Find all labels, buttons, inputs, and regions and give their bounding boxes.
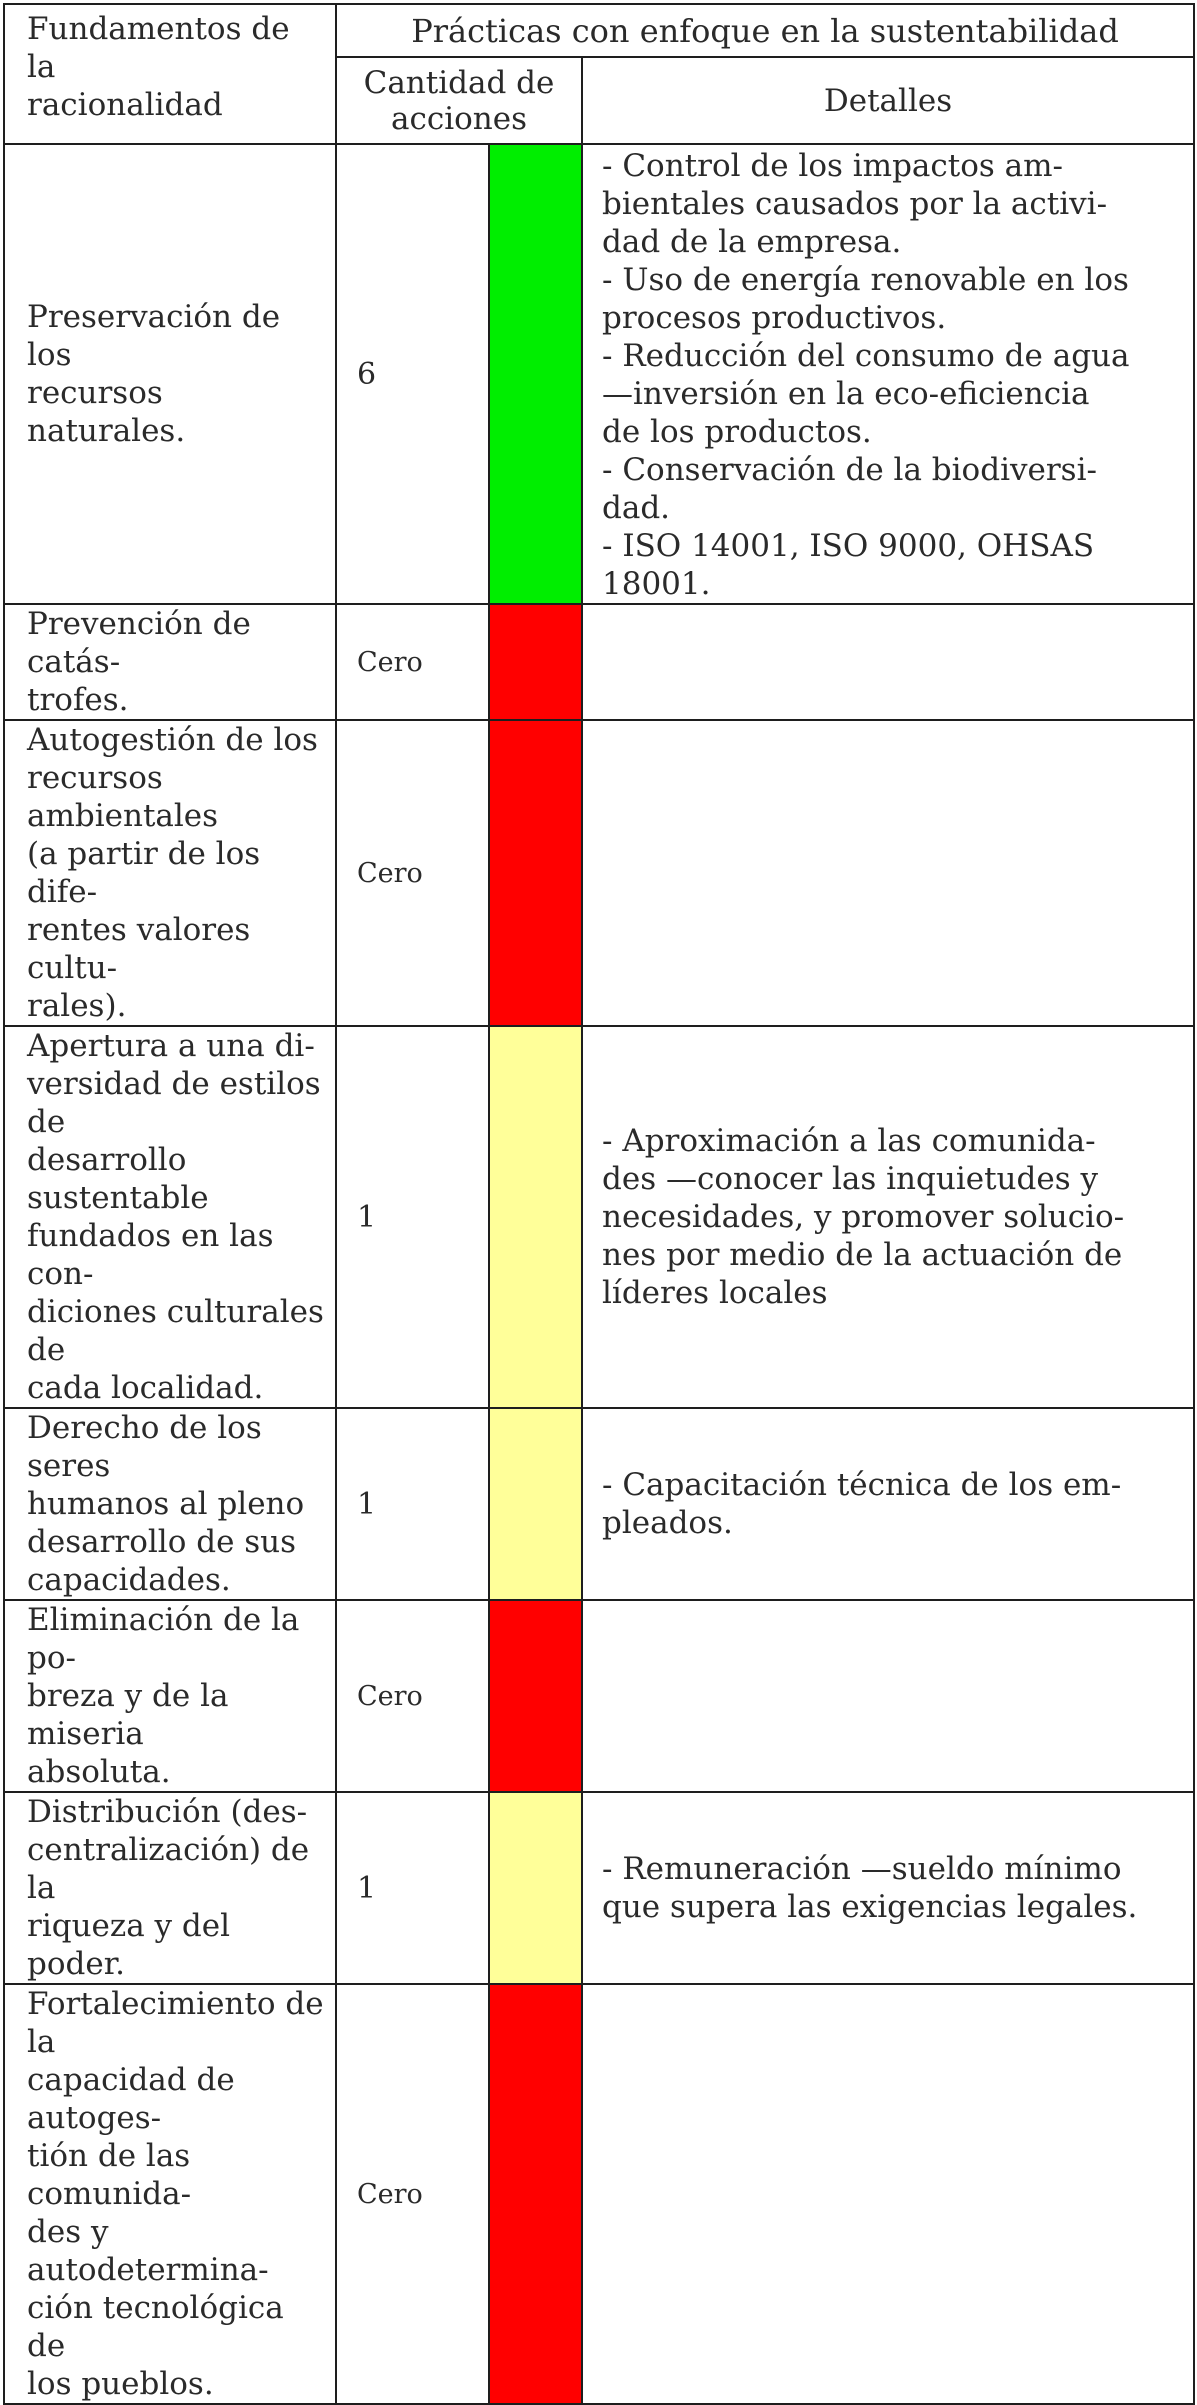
- detalle-line: - Conservación de la biodiversi-: [602, 452, 1097, 488]
- header-fundamentos-line: Fundamentos de la: [27, 11, 290, 85]
- detalle-line: nes por medio de la actuación de: [602, 1237, 1123, 1273]
- status-color-cell: [489, 144, 582, 604]
- cantidad-cell: 1: [336, 1792, 489, 1984]
- sustainability-table: [3, 3, 1195, 2405]
- fundamento-cell: [4, 144, 336, 604]
- fundamento-cell: [4, 1600, 336, 1792]
- fundamento-line: Fortalecimiento de la: [27, 1986, 324, 2060]
- status-color-cell: [489, 1026, 582, 1408]
- status-color-cell: [489, 604, 582, 720]
- table-row: [4, 604, 1194, 720]
- table-row: [4, 144, 1194, 604]
- fundamento-line: Derecho de los seres: [27, 1410, 262, 1484]
- table-row: [4, 1026, 1194, 1408]
- detalle-line: de los productos.: [602, 414, 872, 450]
- header-fundamentos: [4, 4, 336, 144]
- fundamento-cell: [4, 720, 336, 1026]
- fundamento-line: humanos al pleno: [27, 1486, 305, 1522]
- cantidad-cell: Cero: [336, 720, 489, 1026]
- fundamento-line: tión de las comunida-: [27, 2138, 192, 2212]
- cantidad-cell: Cero: [336, 604, 489, 720]
- detalle-line: - Capacitación técnica de los em-: [602, 1467, 1122, 1503]
- detalle-line: 18001.: [602, 566, 711, 602]
- detalle-line: procesos productivos.: [602, 300, 947, 336]
- detalle-line: - ISO 14001, ISO 9000, OHSAS: [602, 528, 1095, 564]
- fundamento-line: versidad de estilos de: [27, 1066, 321, 1140]
- table-row: [4, 1408, 1194, 1600]
- header-practicas: Prácticas con enfoque en la sustentabilidad: [336, 4, 1194, 57]
- fundamento-line: absoluta.: [27, 1754, 171, 1790]
- header-cantidad-line: acciones: [390, 100, 527, 137]
- detalles-cell: [582, 1792, 1194, 1984]
- cantidad-cell: 1: [336, 1408, 489, 1600]
- fundamento-line: rales).: [27, 988, 127, 1024]
- fundamento-line: Prevención de catás-: [27, 606, 251, 680]
- header-detalles: Detalles: [582, 57, 1194, 144]
- header-cantidad-line: Cantidad de: [363, 64, 555, 101]
- fundamento-line: desarrollo de sus: [27, 1524, 297, 1560]
- detalle-line: pleados.: [602, 1505, 733, 1541]
- detalle-line: dad de la empresa.: [602, 224, 902, 260]
- detalle-line: —inversión en la eco-eficiencia: [602, 376, 1090, 412]
- cantidad-cell: Cero: [336, 1600, 489, 1792]
- table-body: [4, 144, 1194, 2404]
- fundamento-cell: [4, 1026, 336, 1408]
- fundamento-line: riqueza y del poder.: [27, 1908, 231, 1982]
- header-cantidad: [336, 57, 582, 144]
- header-fundamentos-line: racionalidad: [27, 87, 223, 123]
- detalle-line: que supera las exigencias legales.: [602, 1889, 1138, 1925]
- detalle-line: - Control de los impactos am-: [602, 148, 1064, 184]
- fundamento-line: fundados en las con-: [27, 1218, 274, 1292]
- detalles-cell: [582, 1984, 1194, 2404]
- fundamento-line: Eliminación de la po-: [27, 1602, 300, 1676]
- detalle-line: líderes locales: [602, 1275, 828, 1311]
- cantidad-cell: 6: [336, 144, 489, 604]
- detalles-cell: [582, 1408, 1194, 1600]
- detalle-line: - Aproximación a las comunida-: [602, 1123, 1096, 1159]
- fundamento-line: diciones culturales de: [27, 1294, 324, 1368]
- table-row: [4, 1600, 1194, 1792]
- detalles-cell: [582, 604, 1194, 720]
- fundamento-line: rentes valores cultu-: [27, 912, 251, 986]
- detalle-line: bientales causados por la activi-: [602, 186, 1108, 222]
- detalle-line: - Uso de energía renovable en los: [602, 262, 1129, 298]
- fundamento-cell: [4, 1984, 336, 2404]
- fundamento-line: Distribución (des-: [27, 1794, 308, 1830]
- detalles-cell: [582, 1600, 1194, 1792]
- fundamento-cell: [4, 1792, 336, 1984]
- status-color-cell: [489, 1408, 582, 1600]
- fundamento-line: recursos ambientales: [27, 760, 219, 834]
- status-color-cell: [489, 1792, 582, 1984]
- detalle-line: necesidades, y promover solucio-: [602, 1199, 1125, 1235]
- fundamento-line: des y autodetermina-: [27, 2214, 269, 2288]
- fundamento-line: Autogestión de los: [27, 722, 318, 758]
- cantidad-cell: 1: [336, 1026, 489, 1408]
- detalles-cell: [582, 144, 1194, 604]
- detalles-cell: [582, 720, 1194, 1026]
- fundamento-cell: [4, 604, 336, 720]
- status-color-cell: [489, 720, 582, 1026]
- fundamento-line: los pueblos.: [27, 2366, 214, 2402]
- fundamento-line: centralización) de la: [27, 1832, 310, 1906]
- cantidad-cell: Cero: [336, 1984, 489, 2404]
- fundamento-line: capacidad de autoges-: [27, 2062, 235, 2136]
- fundamento-line: desarrollo sustentable: [27, 1142, 209, 1216]
- fundamento-line: Apertura a una di-: [27, 1028, 315, 1064]
- fundamento-line: capacidades.: [27, 1562, 231, 1598]
- table-row: [4, 1792, 1194, 1984]
- fundamento-line: cada localidad.: [27, 1370, 264, 1406]
- detalle-line: - Reducción del consumo de agua: [602, 338, 1130, 374]
- detalle-line: dad.: [602, 490, 671, 526]
- fundamento-line: ción tecnológica de: [27, 2290, 284, 2364]
- detalle-line: des —conocer las inquietudes y: [602, 1161, 1098, 1197]
- status-color-cell: [489, 1600, 582, 1792]
- status-color-cell: [489, 1984, 582, 2404]
- fundamento-line: breza y de la miseria: [27, 1678, 229, 1752]
- fundamento-line: recursos naturales.: [27, 375, 186, 449]
- detalles-cell: [582, 1026, 1194, 1408]
- fundamento-line: (a partir de los dife-: [27, 836, 261, 910]
- detalle-line: - Remuneración —sueldo mínimo: [602, 1851, 1122, 1887]
- header-row-1: [4, 4, 1194, 57]
- table-row: [4, 1984, 1194, 2404]
- fundamento-line: Preservación de los: [27, 299, 281, 373]
- fundamento-line: trofes.: [27, 682, 129, 718]
- table-row: [4, 720, 1194, 1026]
- fundamento-cell: [4, 1408, 336, 1600]
